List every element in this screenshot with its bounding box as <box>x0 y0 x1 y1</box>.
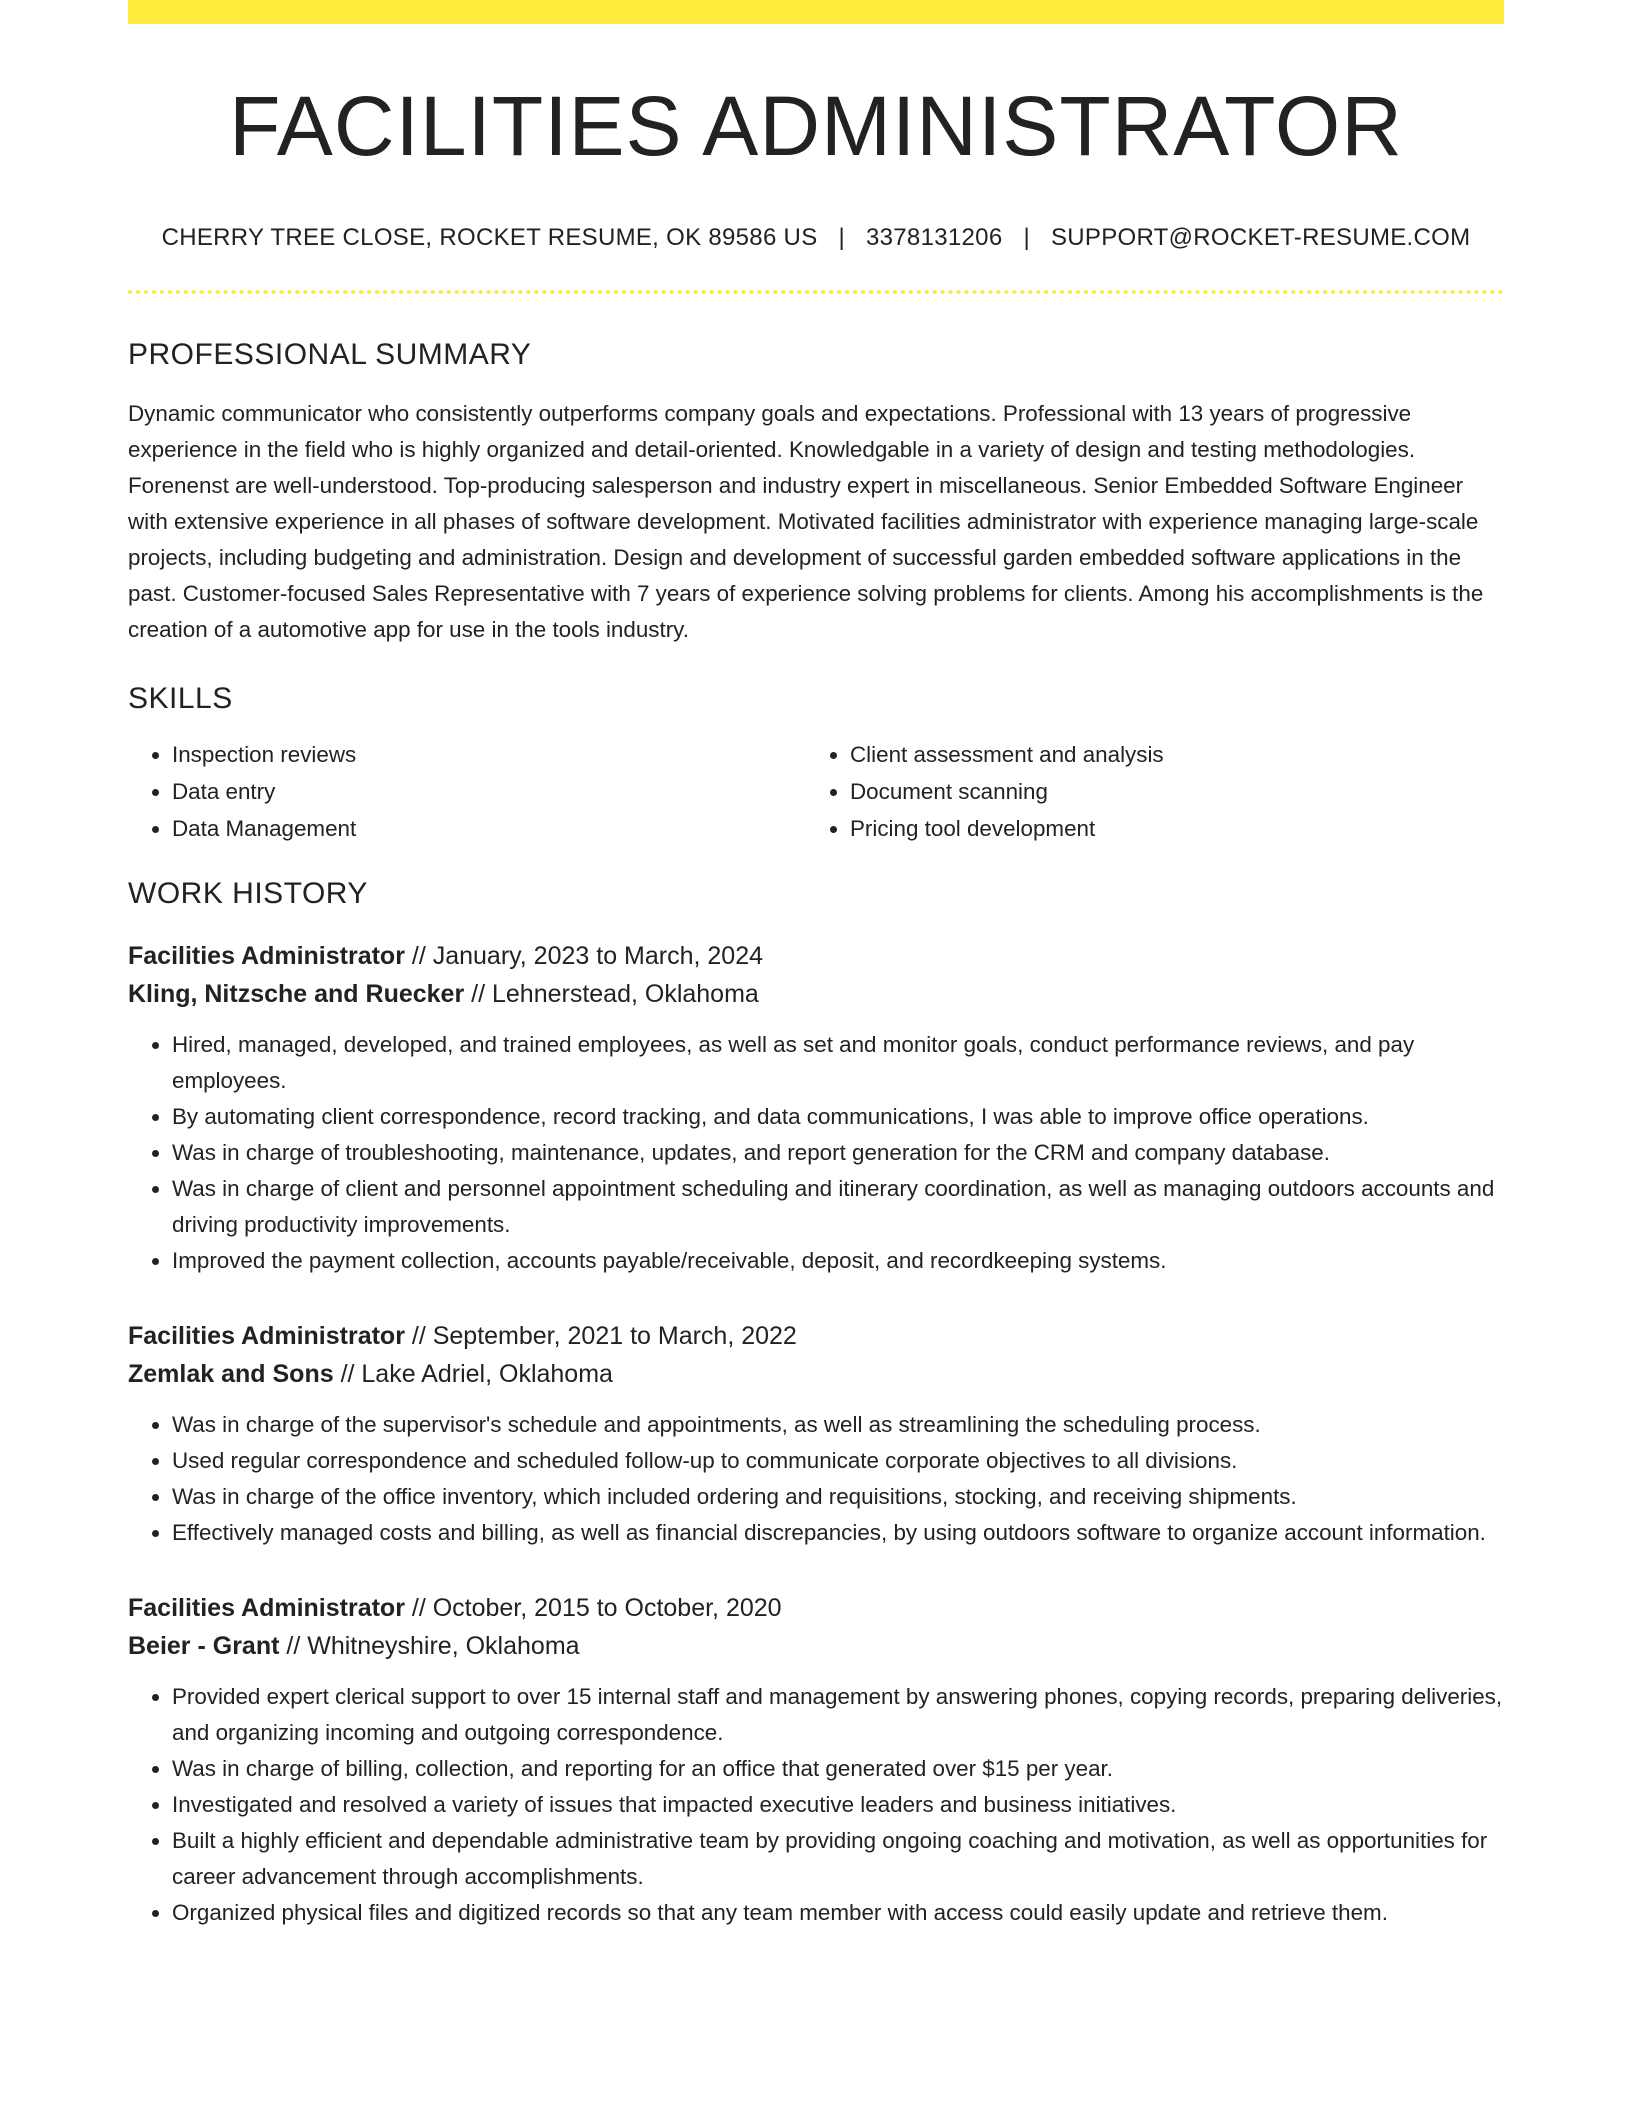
job-location: // Whitneyshire, Oklahoma <box>279 1632 580 1661</box>
work-history-heading: WORK HISTORY <box>128 877 368 911</box>
job-entry <box>128 937 1504 1279</box>
job-bullet: • Organized physical files and digitized records so that any team member with access could easily update and retrieve them. <box>172 1895 1504 1931</box>
job-bullet: • By automating client correspondence, record tracking, and data communications, I was able to improve office operations. <box>172 1099 1504 1135</box>
skill-item: • Document scanning <box>850 773 1484 810</box>
contact-phone: 3378131206 <box>865 224 1003 252</box>
job-location: // Lehnerstead, Oklahoma <box>464 980 759 1009</box>
skill-item: • Client assessment and analysis <box>850 736 1484 773</box>
summary-heading: PROFESSIONAL SUMMARY <box>128 338 532 372</box>
job-dates: // January, 2023 to March, 2024 <box>404 942 764 971</box>
resume-title: FACILITIES ADMINISTRATOR <box>229 79 1403 173</box>
job-company-line <box>128 1355 1504 1393</box>
job-company: Kling, Nitzsche and Ruecker <box>128 980 465 1009</box>
job-bullets <box>128 1679 1504 1931</box>
skills-list <box>128 736 1504 847</box>
job-role-line <box>128 937 1504 975</box>
job-bullet: • Was in charge of the supervisor's schedule and appointments, as well as streamlining the scheduling process. <box>172 1407 1504 1443</box>
contact-address: CHERRY TREE CLOSE, ROCKET RESUME, OK 89586 US <box>161 224 818 252</box>
job-role-line <box>128 1589 1504 1627</box>
skills-column-left <box>128 736 806 847</box>
summary-paragraph: Dynamic communicator who consistently outperforms company goals and expectations. Professional with 13 years of progressive experience in the field who is highly organized and detail-oriented. Knowledgable in a variety of design and testing methodologies. Forenenst are well-understood. Top-producing salesperson and industry expert in miscellaneous. Senior Embedded Software Engineer with extensive experience in all phases of software development. Motivated facilities administrator with experience managing large-scale projects, including budgeting and administration. Design and development of successful garden embedded software applications in the past. Customer-focused Sales Representative with 7 years of experience solving problems for clients. Among his accomplishments is the creation of a automotive app for use in the tools industry. <box>128 401 1484 643</box>
job-bullet: • Provided expert clerical support to over 15 internal staff and management by answering phones, copying records, preparing deliveries, and organizing incoming and outgoing correspondence. <box>172 1679 1504 1751</box>
job-bullets <box>128 1027 1504 1279</box>
job-role-line <box>128 1317 1504 1355</box>
job-dates: // September, 2021 to March, 2022 <box>404 1322 797 1351</box>
skill-item: • Data Management <box>172 810 806 847</box>
job-role: Facilities Administrator <box>128 1322 405 1351</box>
dotted-divider <box>128 290 1504 294</box>
job-bullet: • Hired, managed, developed, and trained employees, as well as set and monitor goals, conduct performance reviews, and pay employees. <box>172 1027 1504 1099</box>
job-company: Beier - Grant <box>128 1632 280 1661</box>
job-role: Facilities Administrator <box>128 942 405 971</box>
accent-top-bar <box>128 0 1504 24</box>
contact-email: SUPPORT@ROCKET-RESUME.COM <box>1050 224 1471 252</box>
contact-line <box>128 224 1504 252</box>
skill-item: • Data entry <box>172 773 806 810</box>
job-bullet: • Used regular correspondence and scheduled follow-up to communicate corporate objectives to all divisions. <box>172 1443 1504 1479</box>
job-entry <box>128 1589 1504 1931</box>
job-bullet: • Was in charge of troubleshooting, maintenance, updates, and report generation for the CRM and company database. <box>172 1135 1504 1171</box>
job-bullet: • Was in charge of the office inventory, which included ordering and requisitions, stocking, and receiving shipments. <box>172 1479 1504 1515</box>
job-bullet: • Built a highly efficient and dependable administrative team by providing ongoing coaching and motivation, as well as opportunities for career advancement through accomplishments. <box>172 1823 1504 1895</box>
job-bullet: • Was in charge of client and personnel appointment scheduling and itinerary coordination, as well as managing outdoors accounts and driving productivity improvements. <box>172 1171 1504 1243</box>
job-company: Zemlak and Sons <box>128 1360 334 1389</box>
job-bullet: • Investigated and resolved a variety of issues that impacted executive leaders and business initiatives. <box>172 1787 1504 1823</box>
skill-item: • Pricing tool development <box>850 810 1484 847</box>
job-bullet: • Effectively managed costs and billing, as well as financial discrepancies, by using outdoors software to organize account information. <box>172 1515 1504 1551</box>
job-role: Facilities Administrator <box>128 1594 405 1623</box>
job-dates: // October, 2015 to October, 2020 <box>404 1594 782 1623</box>
job-company-line <box>128 1627 1504 1665</box>
contact-separator: | <box>1023 224 1030 252</box>
job-bullet: • Was in charge of billing, collection, and reporting for an office that generated over $15 per year. <box>172 1751 1504 1787</box>
job-company-line <box>128 975 1504 1013</box>
job-bullets <box>128 1407 1504 1551</box>
job-bullet: • Improved the payment collection, accounts payable/receivable, deposit, and recordkeeping systems. <box>172 1243 1504 1279</box>
job-entry <box>128 1317 1504 1551</box>
skills-heading: SKILLS <box>128 682 233 716</box>
skill-item: • Inspection reviews <box>172 736 806 773</box>
job-location: // Lake Adriel, Oklahoma <box>333 1360 613 1389</box>
resume-page <box>128 0 1504 1931</box>
skills-column-right <box>806 736 1484 847</box>
contact-separator: | <box>838 224 846 252</box>
